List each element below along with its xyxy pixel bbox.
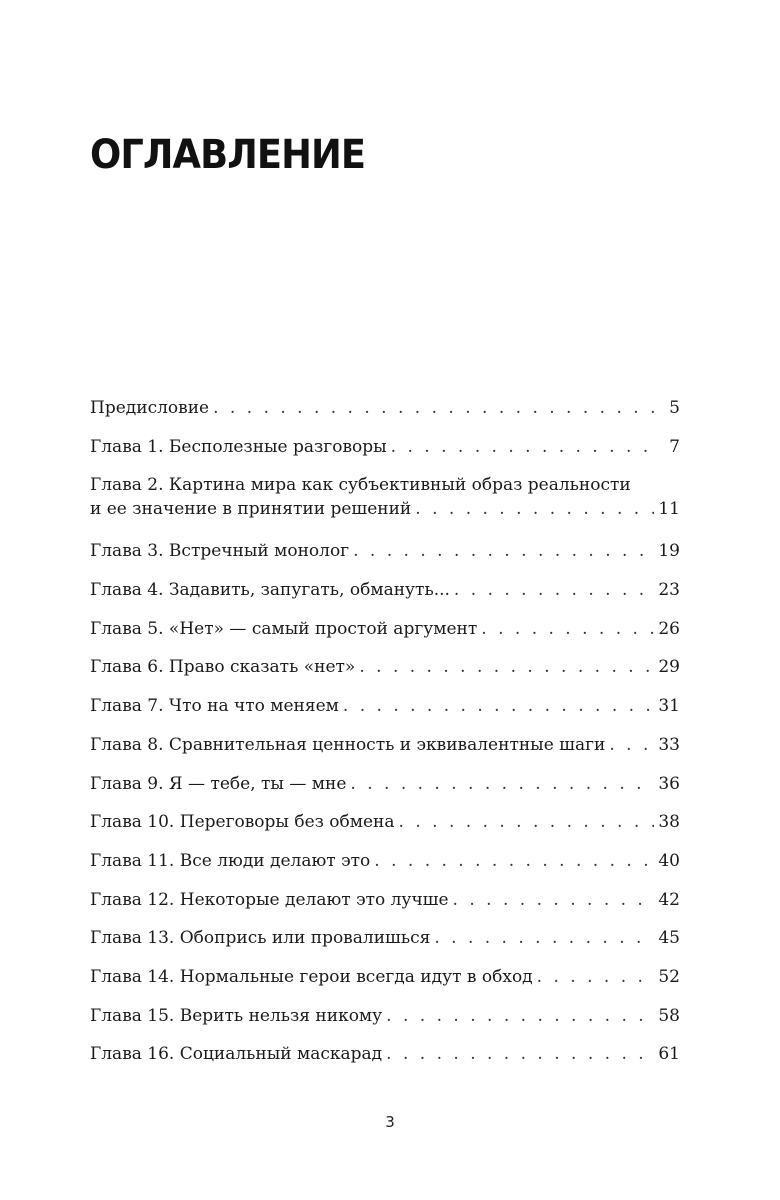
toc-leader-dots (359, 657, 654, 677)
toc-entry-label: Глава 7. Что на что меняем (90, 696, 339, 717)
toc-entry-chapter-4[interactable] (90, 580, 680, 619)
toc-entry-label: Глава 9. Я — тебе, ты — мне (90, 773, 347, 794)
toc-entry-chapter-7[interactable] (90, 696, 680, 735)
toc-entry-label: Глава 16. Социальный маскарад (90, 1044, 383, 1065)
toc-leader-dots (609, 735, 654, 755)
toc-entry-page: 5 (669, 398, 680, 418)
toc-leader-dots (415, 499, 654, 519)
toc-entry-page: 23 (658, 580, 680, 601)
toc-entry-chapter-2[interactable] (90, 475, 680, 541)
toc-entry-page: 61 (658, 1044, 680, 1065)
toc-leader-dots (350, 774, 654, 794)
toc-entry-chapter-14[interactable] (90, 967, 680, 1006)
toc-entry-page: 26 (658, 618, 680, 639)
toc-entry-label: Глава 6. Право сказать «нет» (90, 657, 356, 678)
toc-entry-page: 31 (658, 696, 680, 717)
toc-entry-page: 58 (658, 1005, 680, 1026)
toc-leader-dots (434, 928, 654, 948)
toc-entry-page: 38 (658, 812, 680, 833)
toc-leader-dots (386, 1044, 654, 1064)
toc-entry-chapter-15[interactable] (90, 1006, 680, 1045)
toc-entry-chapter-9[interactable] (90, 774, 680, 813)
toc-entry-label: Глава 14. Нормальные герои всегда идут в обход (90, 966, 533, 987)
toc-entry-label-line2: и ее значение в принятии решений (90, 499, 412, 520)
toc-leader-dots (454, 580, 654, 600)
toc-entry-chapter-13[interactable] (90, 928, 680, 967)
toc-entry-page: 52 (658, 966, 680, 987)
toc-entry-label: Глава 1. Бесполезные разговоры (90, 436, 387, 457)
toc-entry-chapter-12[interactable] (90, 890, 680, 929)
toc-leader-dots (453, 890, 655, 910)
toc-entry-page: 7 (669, 436, 680, 457)
toc-entry-label: Глава 10. Переговоры без обмена (90, 812, 395, 833)
toc-entry-label: Глава 5. «Нет» — самый простой аргумент (90, 618, 478, 639)
toc-leader-dots (391, 437, 658, 457)
toc-entry-chapter-3[interactable] (90, 541, 680, 580)
toc-leader-dots (399, 812, 655, 832)
toc-entry-label: Глава 3. Встречный монолог (90, 541, 350, 562)
toc-entry-label: Предисловие (90, 398, 210, 418)
toc-entry-label: Глава 8. Сравнительная ценность и эквивалентные шаги (90, 734, 606, 755)
toc-leader-dots (374, 851, 654, 871)
table-of-contents (90, 398, 680, 1083)
toc-entry-page: 29 (658, 657, 680, 678)
toc-leader-dots (386, 1006, 654, 1026)
toc-entry-page: 11 (658, 499, 680, 520)
toc-entry-chapter-10[interactable] (90, 812, 680, 851)
toc-entry-label: Глава 4. Задавить, запугать, обмануть... (90, 580, 450, 601)
toc-entry-label: Глава 15. Верить нельзя никому (90, 1005, 383, 1026)
toc-entry-page: 33 (658, 734, 680, 755)
toc-entry-label: Глава 13. Обопрись или провалишься (90, 928, 431, 949)
toc-entry-label: Глава 12. Некоторые делают это лучше (90, 889, 449, 910)
page-number: 3 (385, 1113, 395, 1131)
toc-entry-chapter-8[interactable] (90, 735, 680, 774)
toc-entry-chapter-5[interactable] (90, 619, 680, 658)
toc-leader-dots (343, 696, 654, 716)
toc-entry-page: 40 (658, 850, 680, 871)
toc-entry-chapter-16[interactable] (90, 1044, 680, 1083)
toc-leader-dots (537, 967, 655, 987)
toc-entry-preface[interactable] (90, 398, 680, 437)
toc-leader-dots (353, 541, 654, 561)
toc-entry-page: 42 (658, 889, 680, 910)
toc-entry-page: 45 (658, 928, 680, 949)
toc-leader-dots (213, 398, 658, 418)
toc-entry-page: 36 (658, 773, 680, 794)
toc-entry-label: Глава 11. Все люди делают это (90, 850, 371, 871)
toc-entry-chapter-1[interactable] (90, 437, 680, 476)
toc-entry-label-line1: Глава 2. Картина мира как субъективный образ реальности (90, 475, 631, 496)
toc-entry-chapter-11[interactable] (90, 851, 680, 890)
toc-leader-dots (481, 619, 654, 639)
toc-entry-chapter-6[interactable] (90, 657, 680, 696)
toc-entry-page: 19 (658, 541, 680, 562)
page-title: ОГЛАВЛЕНИЕ (90, 132, 366, 178)
